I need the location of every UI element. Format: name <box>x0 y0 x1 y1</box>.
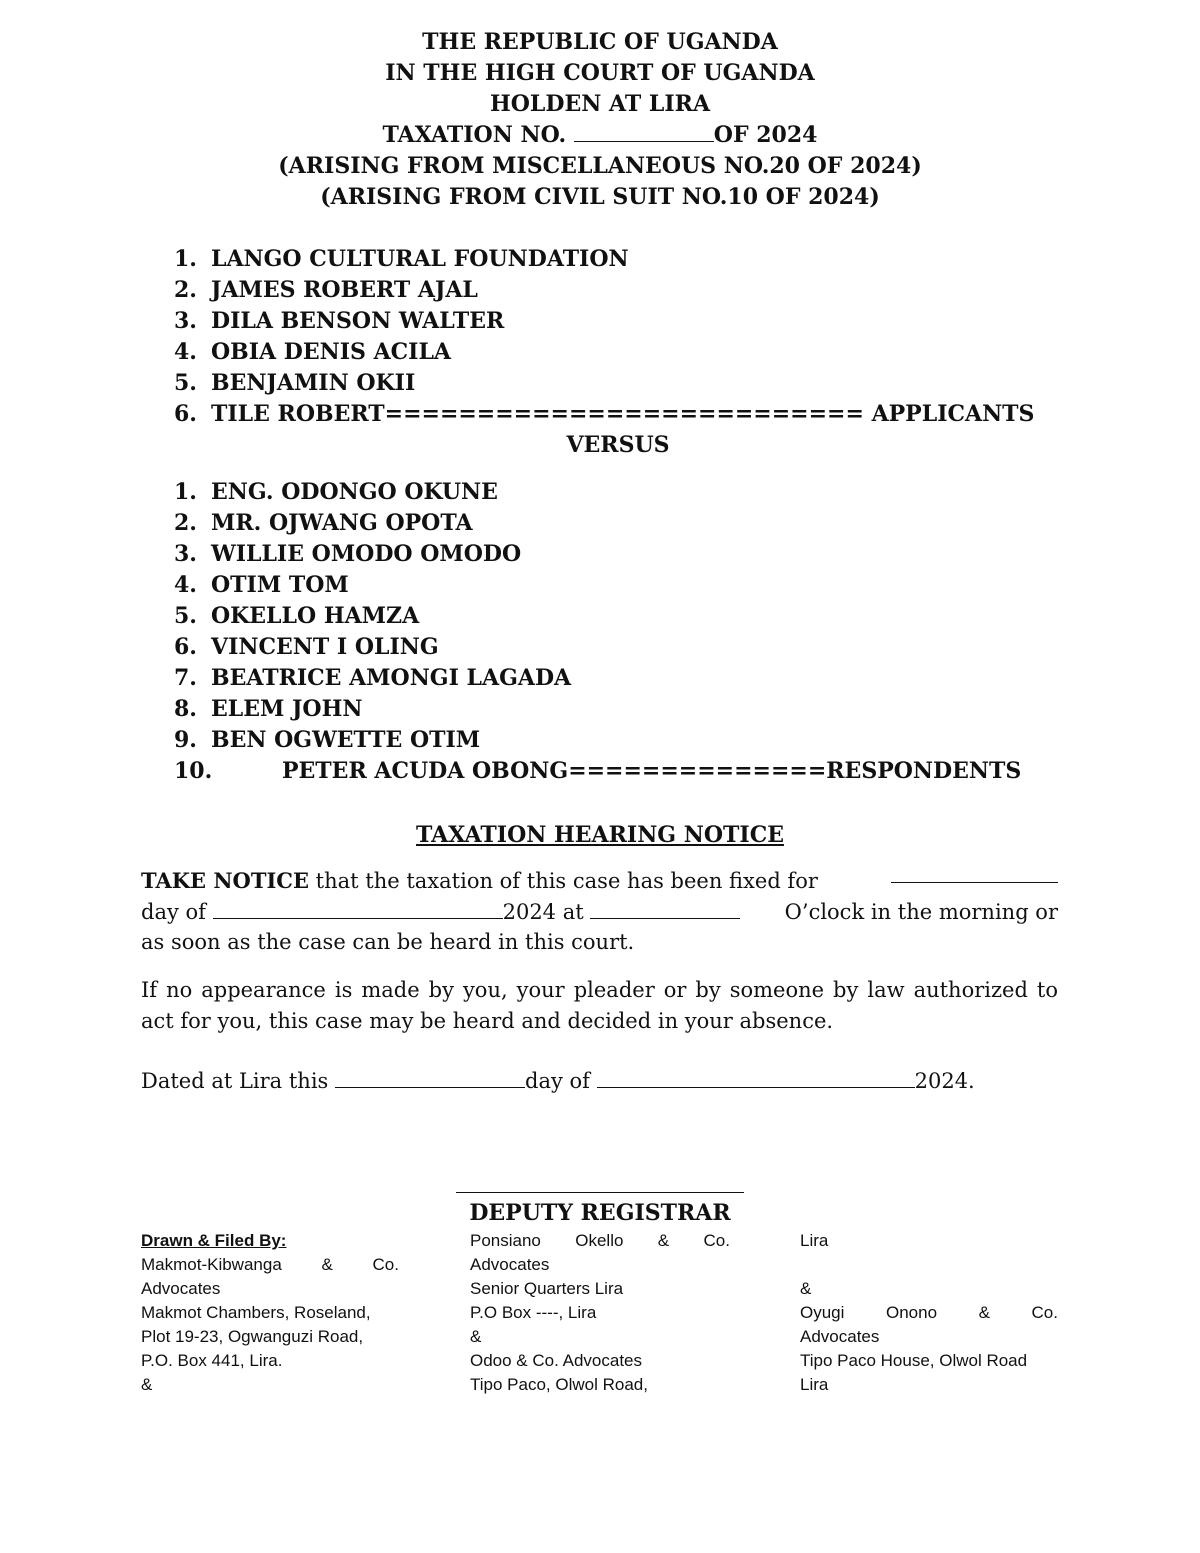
party-name: WILLIE OMODO OMODO <box>211 541 522 567</box>
notice-text: O’clock in the morning or <box>784 899 1058 924</box>
party-name: BEATRICE AMONGI LAGADA <box>211 665 572 691</box>
item-number: 1. <box>174 479 197 505</box>
taxation-number-line <box>0 120 1200 151</box>
notice-line-text <box>141 897 740 928</box>
item-number: 9. <box>174 727 197 753</box>
item-number: 6. <box>174 634 197 660</box>
time-blank <box>590 902 740 919</box>
footer-line: Tipo Paco House, Olwol Road <box>800 1351 1028 1370</box>
day-blank <box>891 866 1058 883</box>
court-header <box>0 27 1200 213</box>
list-item <box>174 508 1021 539</box>
party-name: BEN OGWETTE OTIM <box>211 727 481 753</box>
footer-line: P.O. Box 441, Lira. <box>141 1351 283 1370</box>
item-number: 7. <box>174 665 197 691</box>
party-name: VINCENT I OLING <box>211 634 439 660</box>
item-number: 1. <box>174 246 197 272</box>
item-number: 3. <box>174 308 197 334</box>
list-item <box>174 477 1021 508</box>
footer-line: Advocates <box>800 1327 880 1346</box>
dated-text: day of <box>525 1069 597 1093</box>
list-item <box>174 725 1021 756</box>
footer-word: Co. <box>1031 1303 1058 1322</box>
footer-column-1 <box>141 1229 399 1397</box>
list-item <box>174 244 1034 275</box>
footer-line: Odoo & Co. Advocates <box>470 1351 642 1370</box>
footer-word: Oyugi <box>800 1303 845 1322</box>
list-item <box>174 337 1034 368</box>
party-name: PETER ACUDA OBONG==============RESPONDENTS <box>282 758 1022 784</box>
footer-word: Ponsiano <box>470 1231 541 1250</box>
court-heading: IN THE HIGH COURT OF UGANDA <box>385 60 815 86</box>
footer-line: Tipo Paco, Olwol Road, <box>470 1375 648 1394</box>
footer-word: Co. <box>372 1255 399 1274</box>
applicants-list <box>174 244 1034 430</box>
notice-text: that the taxation of this case has been fixed for <box>309 869 818 893</box>
notice-line <box>141 897 1058 928</box>
footer-line: & <box>470 1327 482 1346</box>
item-number: 4. <box>174 572 197 598</box>
notice-title: TAXATION HEARING NOTICE <box>416 822 784 848</box>
arising-civil-line: (ARISING FROM CIVIL SUIT NO.10 OF 2024) <box>320 184 880 210</box>
holden-heading: HOLDEN AT LIRA <box>489 91 711 117</box>
dated-day-blank <box>335 1071 525 1088</box>
take-notice-label: TAKE NOTICE <box>141 868 309 893</box>
party-name: MR. OJWANG OPOTA <box>211 510 473 536</box>
notice-paragraph-2: If no appearance is made by you, your pleader or by someone by law authorized to act for you, this case may be heard and decided in your absence. <box>141 978 1058 1033</box>
footer-word: Co. <box>703 1231 730 1250</box>
footer-word: & <box>978 1303 990 1322</box>
footer-column-3 <box>800 1229 1058 1397</box>
republic-heading: THE REPUBLIC OF UGANDA <box>422 29 778 55</box>
footer-line: & <box>141 1375 153 1394</box>
list-item <box>174 601 1021 632</box>
party-name: OTIM TOM <box>211 572 349 598</box>
item-number: 6. <box>174 401 197 427</box>
versus-heading: VERSUS <box>566 432 670 458</box>
item-number: 2. <box>174 277 197 303</box>
footer-line: Lira <box>800 1231 829 1250</box>
footer-word: & <box>657 1231 670 1250</box>
footer-line: Senior Quarters Lira <box>470 1279 624 1298</box>
arising-misc-line: (ARISING FROM MISCELLANEOUS NO.20 OF 2024) <box>278 153 922 179</box>
footer-line: & <box>800 1279 812 1298</box>
list-item <box>174 663 1021 694</box>
list-item <box>174 756 1021 787</box>
party-name: JAMES ROBERT AJAL <box>211 277 478 303</box>
party-name: LANGO CULTURAL FOUNDATION <box>211 246 629 272</box>
party-name: DILA BENSON WALTER <box>211 308 505 334</box>
deputy-registrar-title: DEPUTY REGISTRAR <box>469 1200 731 1226</box>
footer-line: Makmot Chambers, Roseland, <box>141 1303 371 1322</box>
party-name: OKELLO HAMZA <box>211 603 420 629</box>
footer-word: & <box>321 1255 333 1274</box>
taxation-suffix: OF 2024 <box>713 122 818 148</box>
notice-text: 2024 at <box>502 899 591 924</box>
footer-line: Lira <box>800 1375 829 1394</box>
list-item <box>174 275 1034 306</box>
month-blank <box>213 902 503 919</box>
signature-line <box>456 1192 744 1193</box>
notice-line-text <box>141 866 818 897</box>
notice-line: as soon as the case can be heard in this court. <box>141 930 635 954</box>
dated-month-blank <box>597 1071 915 1088</box>
footer-word: Okello <box>575 1231 624 1250</box>
item-number: 4. <box>174 339 197 365</box>
item-number: 10. <box>174 758 213 784</box>
notice-text: day of <box>141 899 213 924</box>
party-name: OBIA DENIS ACILA <box>211 339 451 365</box>
footer-word: Makmot-Kibwanga <box>141 1255 282 1274</box>
notice-line <box>141 866 1058 897</box>
footer-line <box>800 1253 1058 1277</box>
party-name: TILE ROBERT========================== APPLICANTS <box>211 401 1035 427</box>
list-item <box>174 306 1034 337</box>
item-number: 8. <box>174 696 197 722</box>
footer-line: Plot 19-23, Ogwanguzi Road, <box>141 1327 364 1346</box>
notice-paragraph-1 <box>141 866 1058 958</box>
drawn-filed-by-label: Drawn & Filed By: <box>141 1231 287 1250</box>
list-item <box>174 632 1021 663</box>
item-number: 5. <box>174 370 197 396</box>
party-name: BENJAMIN OKII <box>211 370 416 396</box>
taxation-number-blank <box>574 123 714 142</box>
item-number: 5. <box>174 603 197 629</box>
footer-column-2 <box>470 1229 730 1397</box>
dated-line <box>141 1066 1058 1097</box>
taxation-prefix: TAXATION NO. <box>382 122 574 148</box>
item-number: 3. <box>174 541 197 567</box>
footer-line <box>141 1253 399 1277</box>
footer-word: Onono <box>885 1303 938 1322</box>
respondents-list <box>174 477 1021 787</box>
dated-text: 2024. <box>914 1069 975 1093</box>
party-name: ELEM JOHN <box>211 696 363 722</box>
party-name: ENG. ODONGO OKUNE <box>211 479 498 505</box>
footer-line: P.O Box ----, Lira <box>470 1303 597 1322</box>
list-item <box>174 539 1021 570</box>
footer-line: Advocates <box>141 1279 221 1298</box>
footer-line <box>470 1229 730 1253</box>
dated-text: Dated at Lira this <box>141 1069 336 1093</box>
footer-line: Advocates <box>470 1255 550 1274</box>
list-item <box>174 399 1034 430</box>
footer-line <box>800 1301 1058 1325</box>
item-number: 2. <box>174 510 197 536</box>
list-item <box>174 694 1021 725</box>
list-item <box>174 368 1034 399</box>
list-item <box>174 570 1021 601</box>
